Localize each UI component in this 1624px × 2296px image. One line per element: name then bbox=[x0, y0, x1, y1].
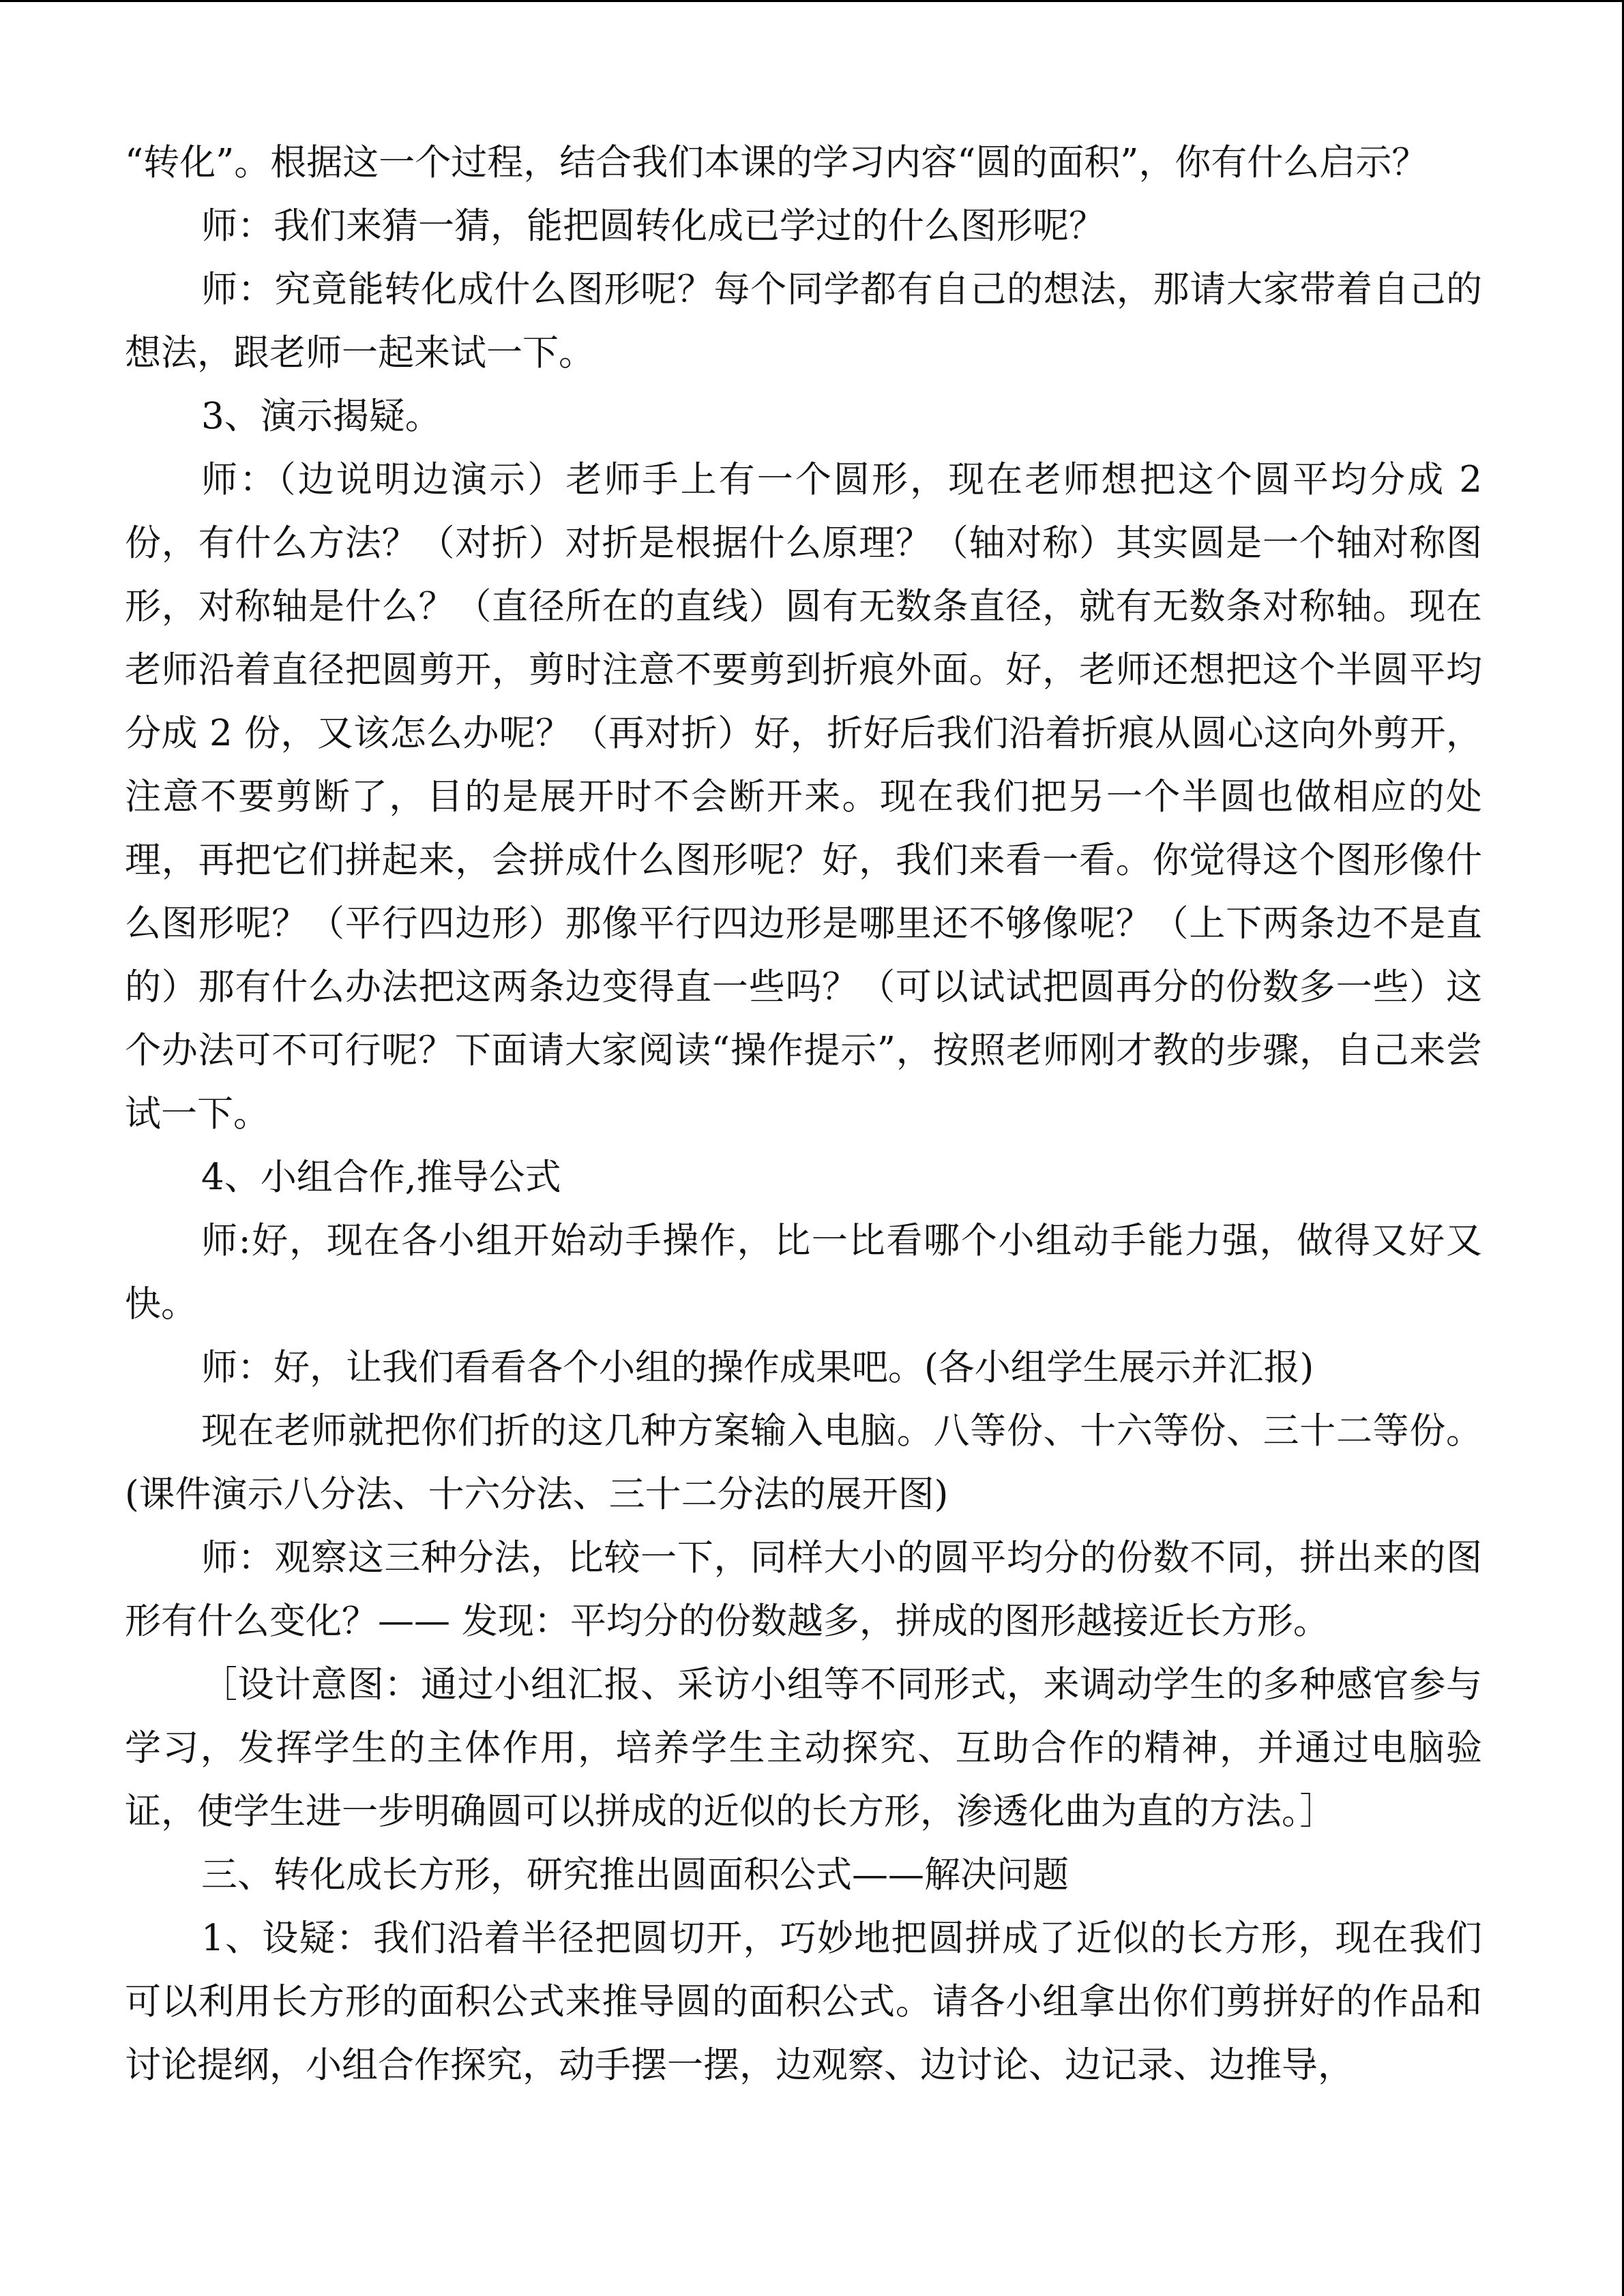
paragraph-computer-input: 现在老师就把你们折的这几种方案输入电脑。八等份、十六等份、三十二等份。(课件演示八分法、十六分法、三十二分法的展开图) bbox=[125, 1410, 1482, 1515]
heading-section-three: 三、转化成长方形，研究推出圆面积公式——解决问题 bbox=[201, 1854, 1069, 1896]
paragraph-observe-methods: 师：观察这三种分法，比较一下，同样大小的圆平均分的份数不同，拼出来的图形有什么变化？—— 发现：平均分的份数越多，拼成的图形越接近长方形。 bbox=[125, 1537, 1482, 1642]
paragraph-teacher-guess: 师：我们来猜一猜，能把圆转化成已学过的什么图形呢？ bbox=[201, 205, 1105, 247]
heading-demonstration: 3、演示揭疑。 bbox=[201, 396, 441, 437]
paragraph-continuation: “转化”。根据这一个过程，结合我们本课的学习内容“圆的面积”，你有什么启示？ bbox=[125, 142, 1428, 183]
paragraph-teacher-try: 师：究竟能转化成什么图形呢？每个同学都有自己的想法，那请大家带着自己的想法，跟老师一起来试一下。 bbox=[125, 269, 1482, 374]
paragraph-group-results: 师：好，让我们看看各个小组的操作成果吧。(各小组学生展示并汇报) bbox=[201, 1347, 1314, 1388]
paragraph-demonstration: 师：（边说明边演示）老师手上有一个圆形，现在老师想把这个圆平均分成 2 份，有什么方法？（对折）对折是根据什么原理？（轴对称）其实圆是一个轴对称图形，对称轴是什么？（直径所在的直线）圆有无数条直径，就有无数条对称轴。现在老师沿着直径把圆剪开，剪时注意不要剪到折痕外面。好，老师还想把这个半圆平均分成 2 份，又该怎么办呢？（再对折）好，折好后我们沿着折痕从圆心这向外剪开，注意不要剪断了，目的是展开时不会断开来。现在我们把另一个半圆也做相应的处理，再把它们拼起来，会拼成什么图形呢？好，我们来看一看。你觉得这个图形像什么图形呢？（平行四边形）那像平行四边形是哪里还不够像呢？（上下两条边不是直的）那有什么办法把这两条边变得直一些吗？（可以试试把圆再分的份数多一些）这个办法可不可行呢？下面请大家阅读“操作提示”，按照老师刚才教的步骤，自己来尝试一下。 bbox=[125, 459, 1482, 1135]
document-body bbox=[125, 131, 1482, 2097]
paragraph-set-question: 1、设疑：我们沿着半径把圆切开，巧妙地把圆拼成了近似的长方形，现在我们可以利用长方形的面积公式来推导圆的面积公式。请各小组拿出你们剪拼好的作品和讨论提纲，小组合作探究，动手摆一摆，边观察、边讨论、边记录、边推导， bbox=[125, 1918, 1482, 2086]
page-border-top bbox=[0, 0, 1624, 2]
heading-group-cooperation: 4、小组合作,推导公式 bbox=[201, 1157, 561, 1198]
paragraph-group-operation: 师:好，现在各小组开始动手操作，比一比看哪个小组动手能力强，做得又好又快。 bbox=[125, 1220, 1482, 1325]
paragraph-design-intent: ［设计意图：通过小组汇报、采访小组等不同形式，来调动学生的多种感官参与学习，发挥学生的主体作用，培养学生主动探究、互助合作的精神，并通过电脑验证，使学生进一步明确圆可以拼成的近似的长方形，渗透化曲为直的方法。］ bbox=[125, 1664, 1482, 1832]
